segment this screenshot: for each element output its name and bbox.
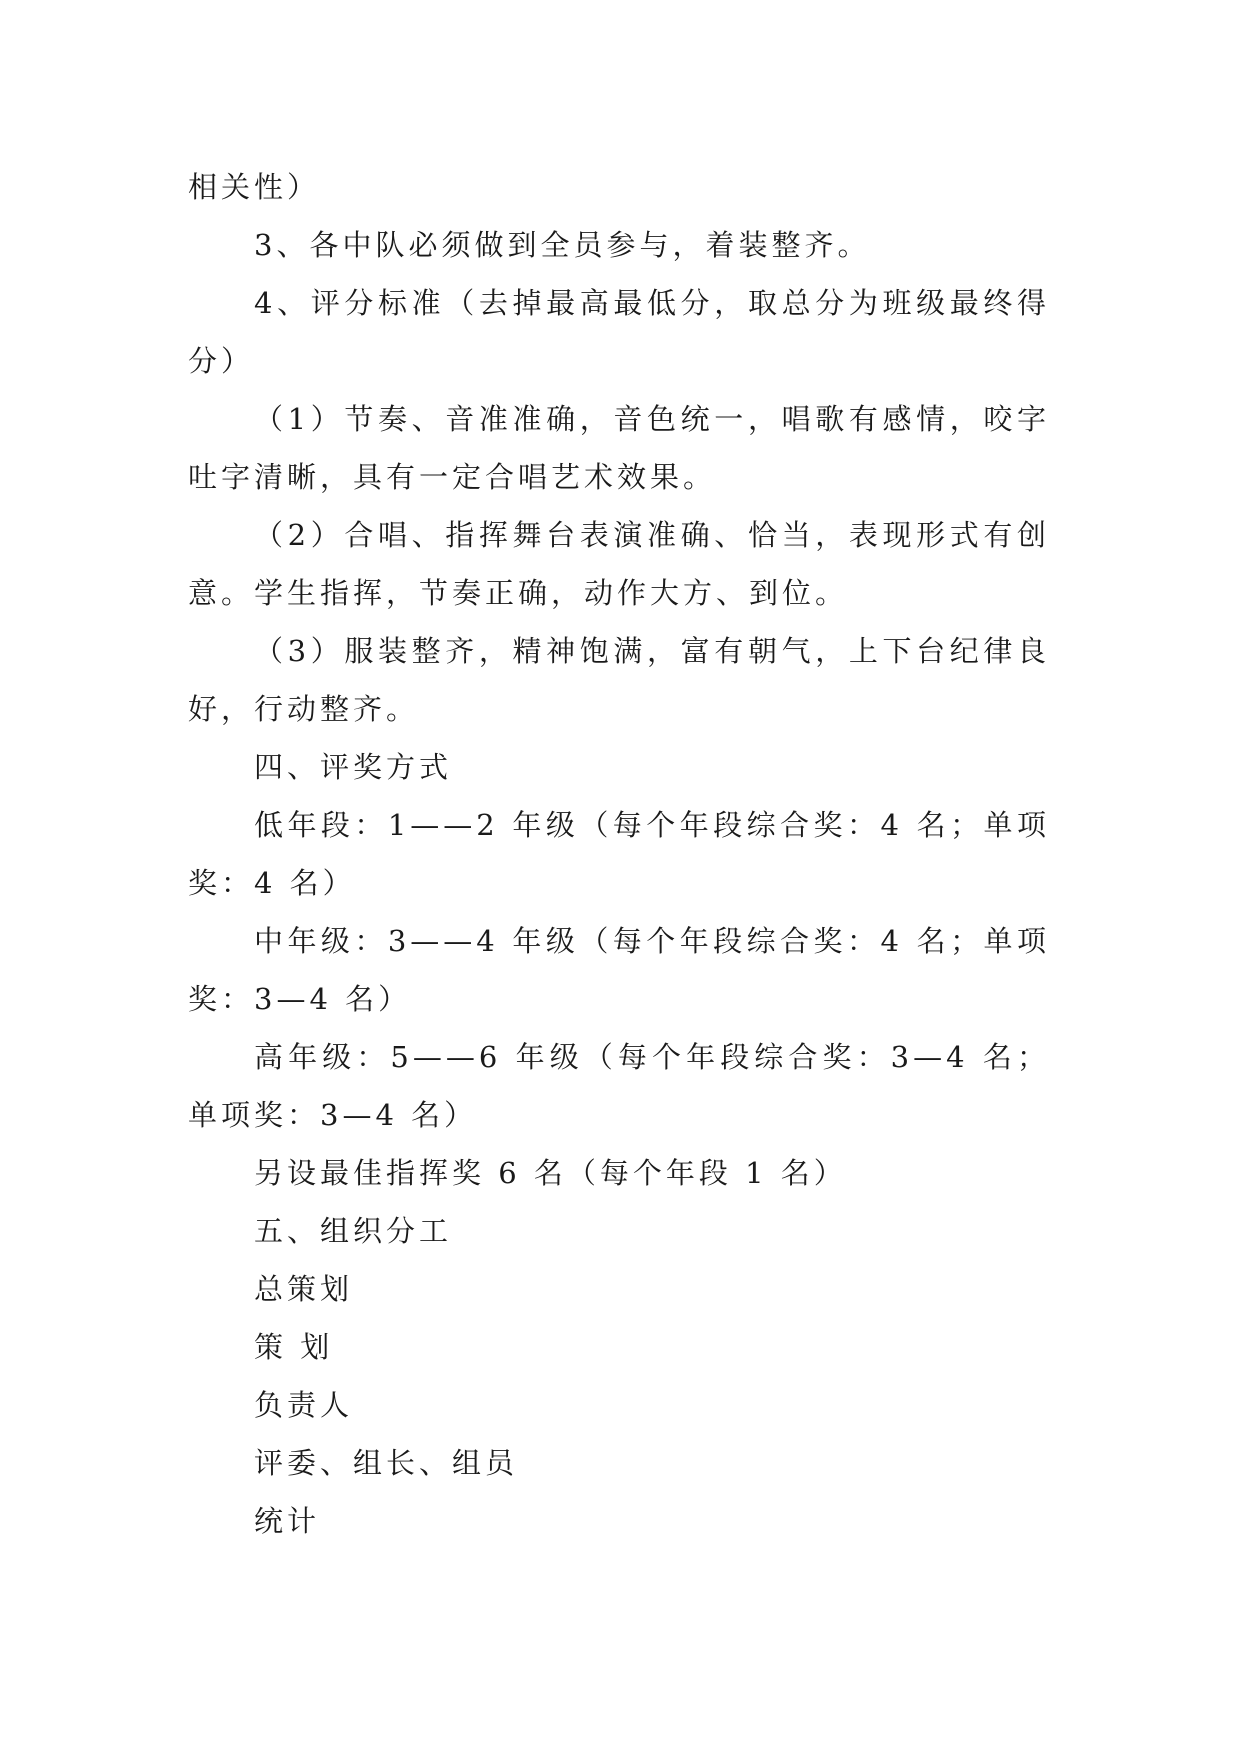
document-body	[188, 158, 1050, 1550]
paragraph: 相关性）	[188, 170, 321, 204]
paragraph: 3、各中队必须做到全员参与，着装整齐。	[254, 228, 871, 262]
paragraph: 4、评分标准（去掉最高最低分，取总分为班级最终得分）	[188, 286, 1050, 378]
paragraph: 高年级：5——6 年级（每个年段综合奖：3—4 名；单项奖：3—4 名）	[188, 1040, 1050, 1132]
paragraph: 另设最佳指挥奖 6 名（每个年段 1 名）	[254, 1156, 847, 1190]
paragraph: （1）节奏、音准准确，音色统一，唱歌有感情，咬字吐字清晰，具有一定合唱艺术效果。	[188, 402, 1050, 494]
list-item: 总策划	[254, 1272, 354, 1306]
paragraph: （2）合唱、指挥舞台表演准确、恰当，表现形式有创意。学生指挥，节奏正确，动作大方、到位。	[188, 518, 1050, 610]
paragraph: 中年级：3——4 年级（每个年段综合奖：4 名；单项奖：3—4 名）	[188, 924, 1050, 1016]
list-item: 策 划	[254, 1330, 334, 1364]
section-heading: 四、评奖方式	[254, 750, 453, 784]
list-item: 负责人	[254, 1388, 354, 1422]
paragraph: （3）服装整齐，精神饱满，富有朝气，上下台纪律良好，行动整齐。	[188, 634, 1050, 726]
section-heading: 五、组织分工	[254, 1214, 453, 1248]
list-item: 统计	[254, 1504, 321, 1538]
paragraph: 低年段：1——2 年级（每个年段综合奖：4 名；单项奖：4 名）	[188, 808, 1050, 900]
list-item: 评委、组长、组员	[254, 1446, 519, 1480]
